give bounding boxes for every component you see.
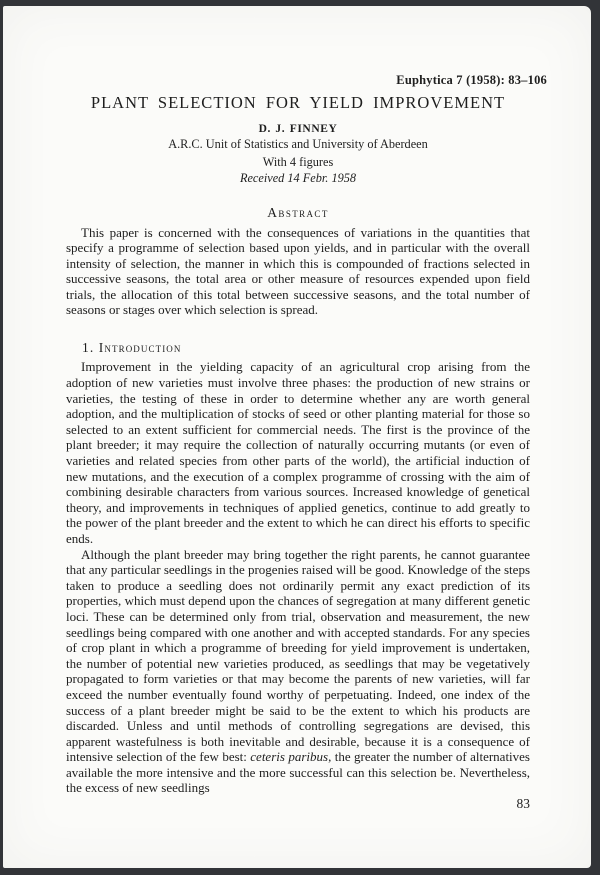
- introduction-paragraph-1: Improvement in the yielding capacity of an agricultural crop arising from the adoption of new varieties must involve three phases: the production of new strains or varieties, the testing of these in order to determine whether any are worth general adoption, and the multiplication of stocks of seed or other planting material for those so selected to an extent sufficient for commercial needs. The first is the province of the plant breeder; it may require the collection of naturally occurring mutants (or even of varieties and related species from other parts of the world), the artificial induction of new mutations, and the execution of a complex programme of crossing with the aim of combining desirable characters from various sources. Increased knowledge of genetical theory, and improvements in techniques of applied genetics, continue to add greatly to the power of the plant breeder and the extent to which he can direct his efforts to specific ends.: [66, 359, 530, 546]
- introduction-paragraph-2: Although the plant breeder may bring together the right parents, he cannot guarantee that any particular seedlings in the progenies raised will be good. Knowledge of the steps taken to produce a seedling does not ordinarily permit any exact prediction of its properties, which must depend upon the chances of segregation at many different genetic loci. These can be determined only from trial, observation and measurement, the new seedlings being compared with one another and with accepted standards. For any species of crop plant in which a programme of breeding for yield improvement is undertaken, the number of potential new varieties produced, as seedlings that may be vegetatively propagated to form varieties or that may become the parents of new varieties, will far exceed the number eventually found worthy of perpetuating. Indeed, one index of the success of a plant breeder might be said to be the extent to which his products are discarded. Unless and until methods of controlling segregations are devised, this apparent wastefulness is both inevitable and desirable, because it is a consequence of intensive selection of the few best: ceteris paribus, the greater the number of alternatives available the more intensive and the more successful can this selection be. Nevertheless, the excess of new seedlings: [66, 546, 530, 796]
- author-name: D. J. FINNEY: [258, 123, 338, 135]
- paper-title: PLANT SELECTION FOR YIELD IMPROVEMENT: [90, 93, 506, 112]
- page-number: 83: [516, 796, 530, 812]
- abstract-text: This paper is concerned with the consequences of variations in the quantities that specify a programme of selection based upon yields, and in particular with the overall intensity of selection, the manner in which this is compounded of fractions selected in successive seasons, the total area or other measure of resources expended upon field trials, the allocation of this total between successive seasons, and the total number of seasons or stages over which selection is spread.: [66, 225, 530, 318]
- page-content: [66, 6, 547, 812]
- author-affiliation: A.R.C. Unit of Statistics and University of Aberdeen: [168, 137, 428, 151]
- section-heading-introduction: 1. Introduction: [82, 340, 182, 356]
- figures-note: With 4 figures: [262, 154, 334, 169]
- journal-reference: Euphytica 7 (1958): 83–106: [396, 73, 547, 87]
- scanned-page: [3, 6, 591, 868]
- received-date: Received 14 Febr. 1958: [239, 171, 357, 185]
- abstract-heading: Abstract: [267, 204, 329, 220]
